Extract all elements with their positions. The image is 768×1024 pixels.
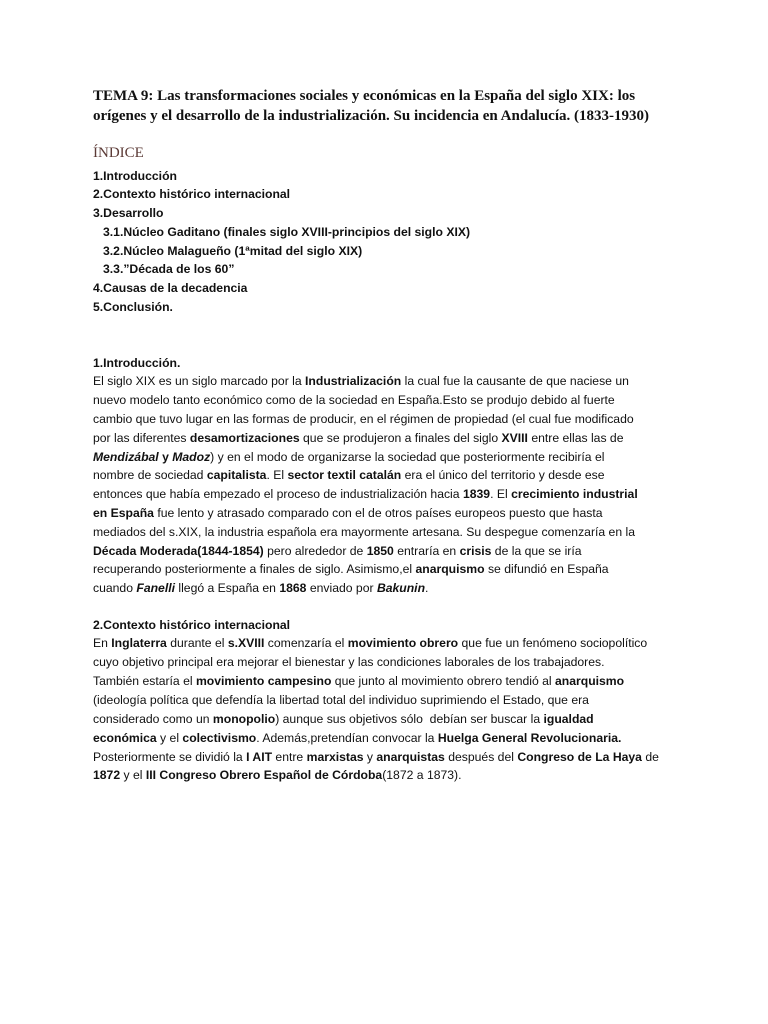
index-item: 4.Causas de la decadencia [93, 281, 248, 296]
paragraph-line [93, 448, 638, 467]
text-run: . Además,pretendían convocar la [256, 730, 438, 745]
emphasized-text: 1868 [279, 581, 307, 596]
index-item: 2.Contexto histórico internacional [93, 187, 291, 202]
paragraph-line [93, 710, 659, 729]
paragraph-line [93, 429, 638, 448]
index-item: 3.1.Núcleo Gaditano (finales siglo XVIII-principios del siglo XIX) [103, 224, 471, 239]
emphasized-text: y [158, 449, 173, 464]
index-item: 3.Desarrollo [93, 206, 164, 221]
index-item: 5.Conclusión. [93, 299, 173, 314]
paragraph-line [93, 542, 638, 561]
paragraph-line [93, 634, 659, 653]
index-list [93, 167, 470, 317]
emphasized-text: Mendizábal [93, 449, 159, 464]
emphasized-text: igualdad [543, 711, 594, 726]
text-run: y [363, 749, 377, 764]
title-line: orígenes y el desarrollo de la industrialización. Su incidencia en Andalucía. (1833-1930) [93, 108, 649, 124]
text-run: durante el [166, 636, 228, 651]
emphasized-text: Industrialización [305, 374, 402, 389]
text-run: cambio que tuvo lugar en las formas de producir, en el régimen de propiedad (el cual fue modificado [93, 411, 634, 426]
text-run: entre ellas las de [527, 430, 624, 445]
emphasized-text: 1839 [462, 487, 491, 502]
text-run: fue lento y atrasado comparado con el de otros países europeos puesto que hasta [153, 505, 603, 520]
emphasized-text: capitalista [206, 468, 267, 483]
emphasized-text: desamortizaciones [189, 430, 300, 445]
text-run: y el [120, 768, 146, 783]
text-run: entraría en [393, 543, 460, 558]
text-run: comenzaría el [264, 636, 348, 651]
text-run: era el único del territorio y desde ese [401, 468, 605, 483]
text-run: por las diferentes [93, 430, 190, 445]
text-run: nuevo modelo tanto económico como de la sociedad en España.Esto se produjo debido al fuerte [93, 393, 615, 408]
emphasized-text: crecimiento industrial [511, 487, 638, 502]
text-run: después del [444, 749, 518, 764]
text-run: En [93, 636, 112, 651]
text-run: ) y en el modo de organizarse la sociedad que posteriormente recibiría el [210, 449, 605, 464]
emphasized-text: monopolio [212, 711, 276, 726]
text-run: la cual fue la causante de que naciese un [401, 374, 629, 389]
text-run: mediados del s.XIX, la industria española era mayormente artesana. Su despegue comenzaría en la [93, 524, 635, 539]
emphasized-text: movimiento campesino [195, 674, 332, 689]
emphasized-text: I AIT [246, 749, 273, 764]
section-heading: 2.Contexto histórico internacional [93, 617, 291, 632]
text-run: entonces que había empezado el proceso de industrialización hacia [93, 487, 463, 502]
index-item: 1.Introducción [93, 168, 177, 183]
section-heading: 1.Introducción. [93, 355, 181, 370]
emphasized-text: sector textil catalán [287, 468, 402, 483]
text-run: entre [272, 749, 307, 764]
emphasized-text: movimiento obrero [347, 636, 459, 651]
index-item: 3.2.Núcleo Malagueño (1ªmitad del siglo XIX) [103, 243, 363, 258]
text-run: (1872 a 1873). [382, 768, 462, 783]
title-line: TEMA 9: Las transformaciones sociales y económicas en la España del siglo XIX: los [93, 88, 636, 104]
paragraph-line [93, 729, 659, 748]
paragraph-line [93, 391, 638, 410]
emphasized-text: s.XVIII [227, 636, 265, 651]
emphasized-text: marxistas [306, 749, 364, 764]
emphasized-text: 1850 [366, 543, 394, 558]
text-run: pero alrededor de [263, 543, 367, 558]
emphasized-text: colectivismo [182, 730, 257, 745]
emphasized-text: anarquistas [376, 749, 445, 764]
paragraph-line [93, 579, 638, 598]
text-run: y el [156, 730, 183, 745]
text-run: recuperando posteriormente a finales de siglo. Asimismo,el [93, 562, 416, 577]
text-run: enviado por [306, 581, 377, 596]
paragraph-line [93, 485, 638, 504]
emphasized-text: Congreso de La Haya [517, 749, 642, 764]
paragraph-line [93, 523, 638, 542]
emphasized-text: Madoz [172, 449, 211, 464]
emphasized-text: crisis [459, 543, 492, 558]
emphasized-text: 1872 [93, 768, 121, 783]
text-run: se difundió en España [484, 562, 609, 577]
paragraph-line [93, 410, 638, 429]
emphasized-text: económica [93, 730, 157, 745]
paragraph-line [93, 766, 659, 785]
text-run: cuyo objetivo principal era mejorar el bienestar y las condiciones laborales de los trabajadores. [93, 655, 605, 670]
paragraph-line [93, 504, 638, 523]
emphasized-text: Huelga General Revolucionaria. [437, 730, 622, 745]
paragraph-line [93, 466, 638, 485]
text-run: . El [490, 487, 512, 502]
text-run: de [641, 749, 659, 764]
paragraph-line [93, 748, 659, 767]
emphasized-text: Bakunin [376, 581, 426, 596]
text-run: llegó a España en [174, 581, 280, 596]
text-run: que se produjeron a finales del siglo [299, 430, 502, 445]
emphasized-text: anarquismo [555, 674, 625, 689]
text-run: El siglo XIX es un siglo marcado por la [93, 374, 306, 389]
text-run: cuando [93, 581, 137, 596]
index-heading: ÍNDICE [93, 145, 144, 161]
emphasized-text: XVIII [501, 430, 528, 445]
emphasized-text: Década Moderada(1844-1854) [93, 543, 264, 558]
text-run: También estaría el [93, 674, 196, 689]
text-run: . [425, 581, 429, 596]
text-run: considerado como un [93, 711, 213, 726]
text-run: Posteriormente se dividió la [93, 749, 247, 764]
paragraph-line [93, 560, 638, 579]
emphasized-text: Inglaterra [111, 636, 167, 651]
text-run: que junto al movimiento obrero tendió al [331, 674, 555, 689]
section-introduccion [93, 354, 638, 598]
text-run: nombre de sociedad [93, 468, 207, 483]
index-item: 3.3.”Década de los 60” [103, 262, 235, 277]
emphasized-text: en España [93, 505, 154, 520]
paragraph-line [93, 691, 659, 710]
section-contexto-historico [93, 616, 659, 786]
paragraph-line [93, 653, 659, 672]
document-title [93, 86, 649, 126]
paragraph-line [93, 672, 659, 691]
emphasized-text: III Congreso Obrero Español de Córdoba [145, 768, 383, 783]
text-run: . El [266, 468, 288, 483]
text-run: de la que se iría [491, 543, 582, 558]
text-run: que fue un fenómeno sociopolítico [458, 636, 648, 651]
text-run: ) aunque sus objetivos sólo debían ser buscar la [275, 711, 544, 726]
emphasized-text: anarquismo [415, 562, 485, 577]
text-run: (ideología política que defendía la libertad total del individuo suprimiendo el Estado, que era [93, 693, 589, 708]
emphasized-text: Fanelli [136, 581, 175, 596]
paragraph-line [93, 372, 638, 391]
